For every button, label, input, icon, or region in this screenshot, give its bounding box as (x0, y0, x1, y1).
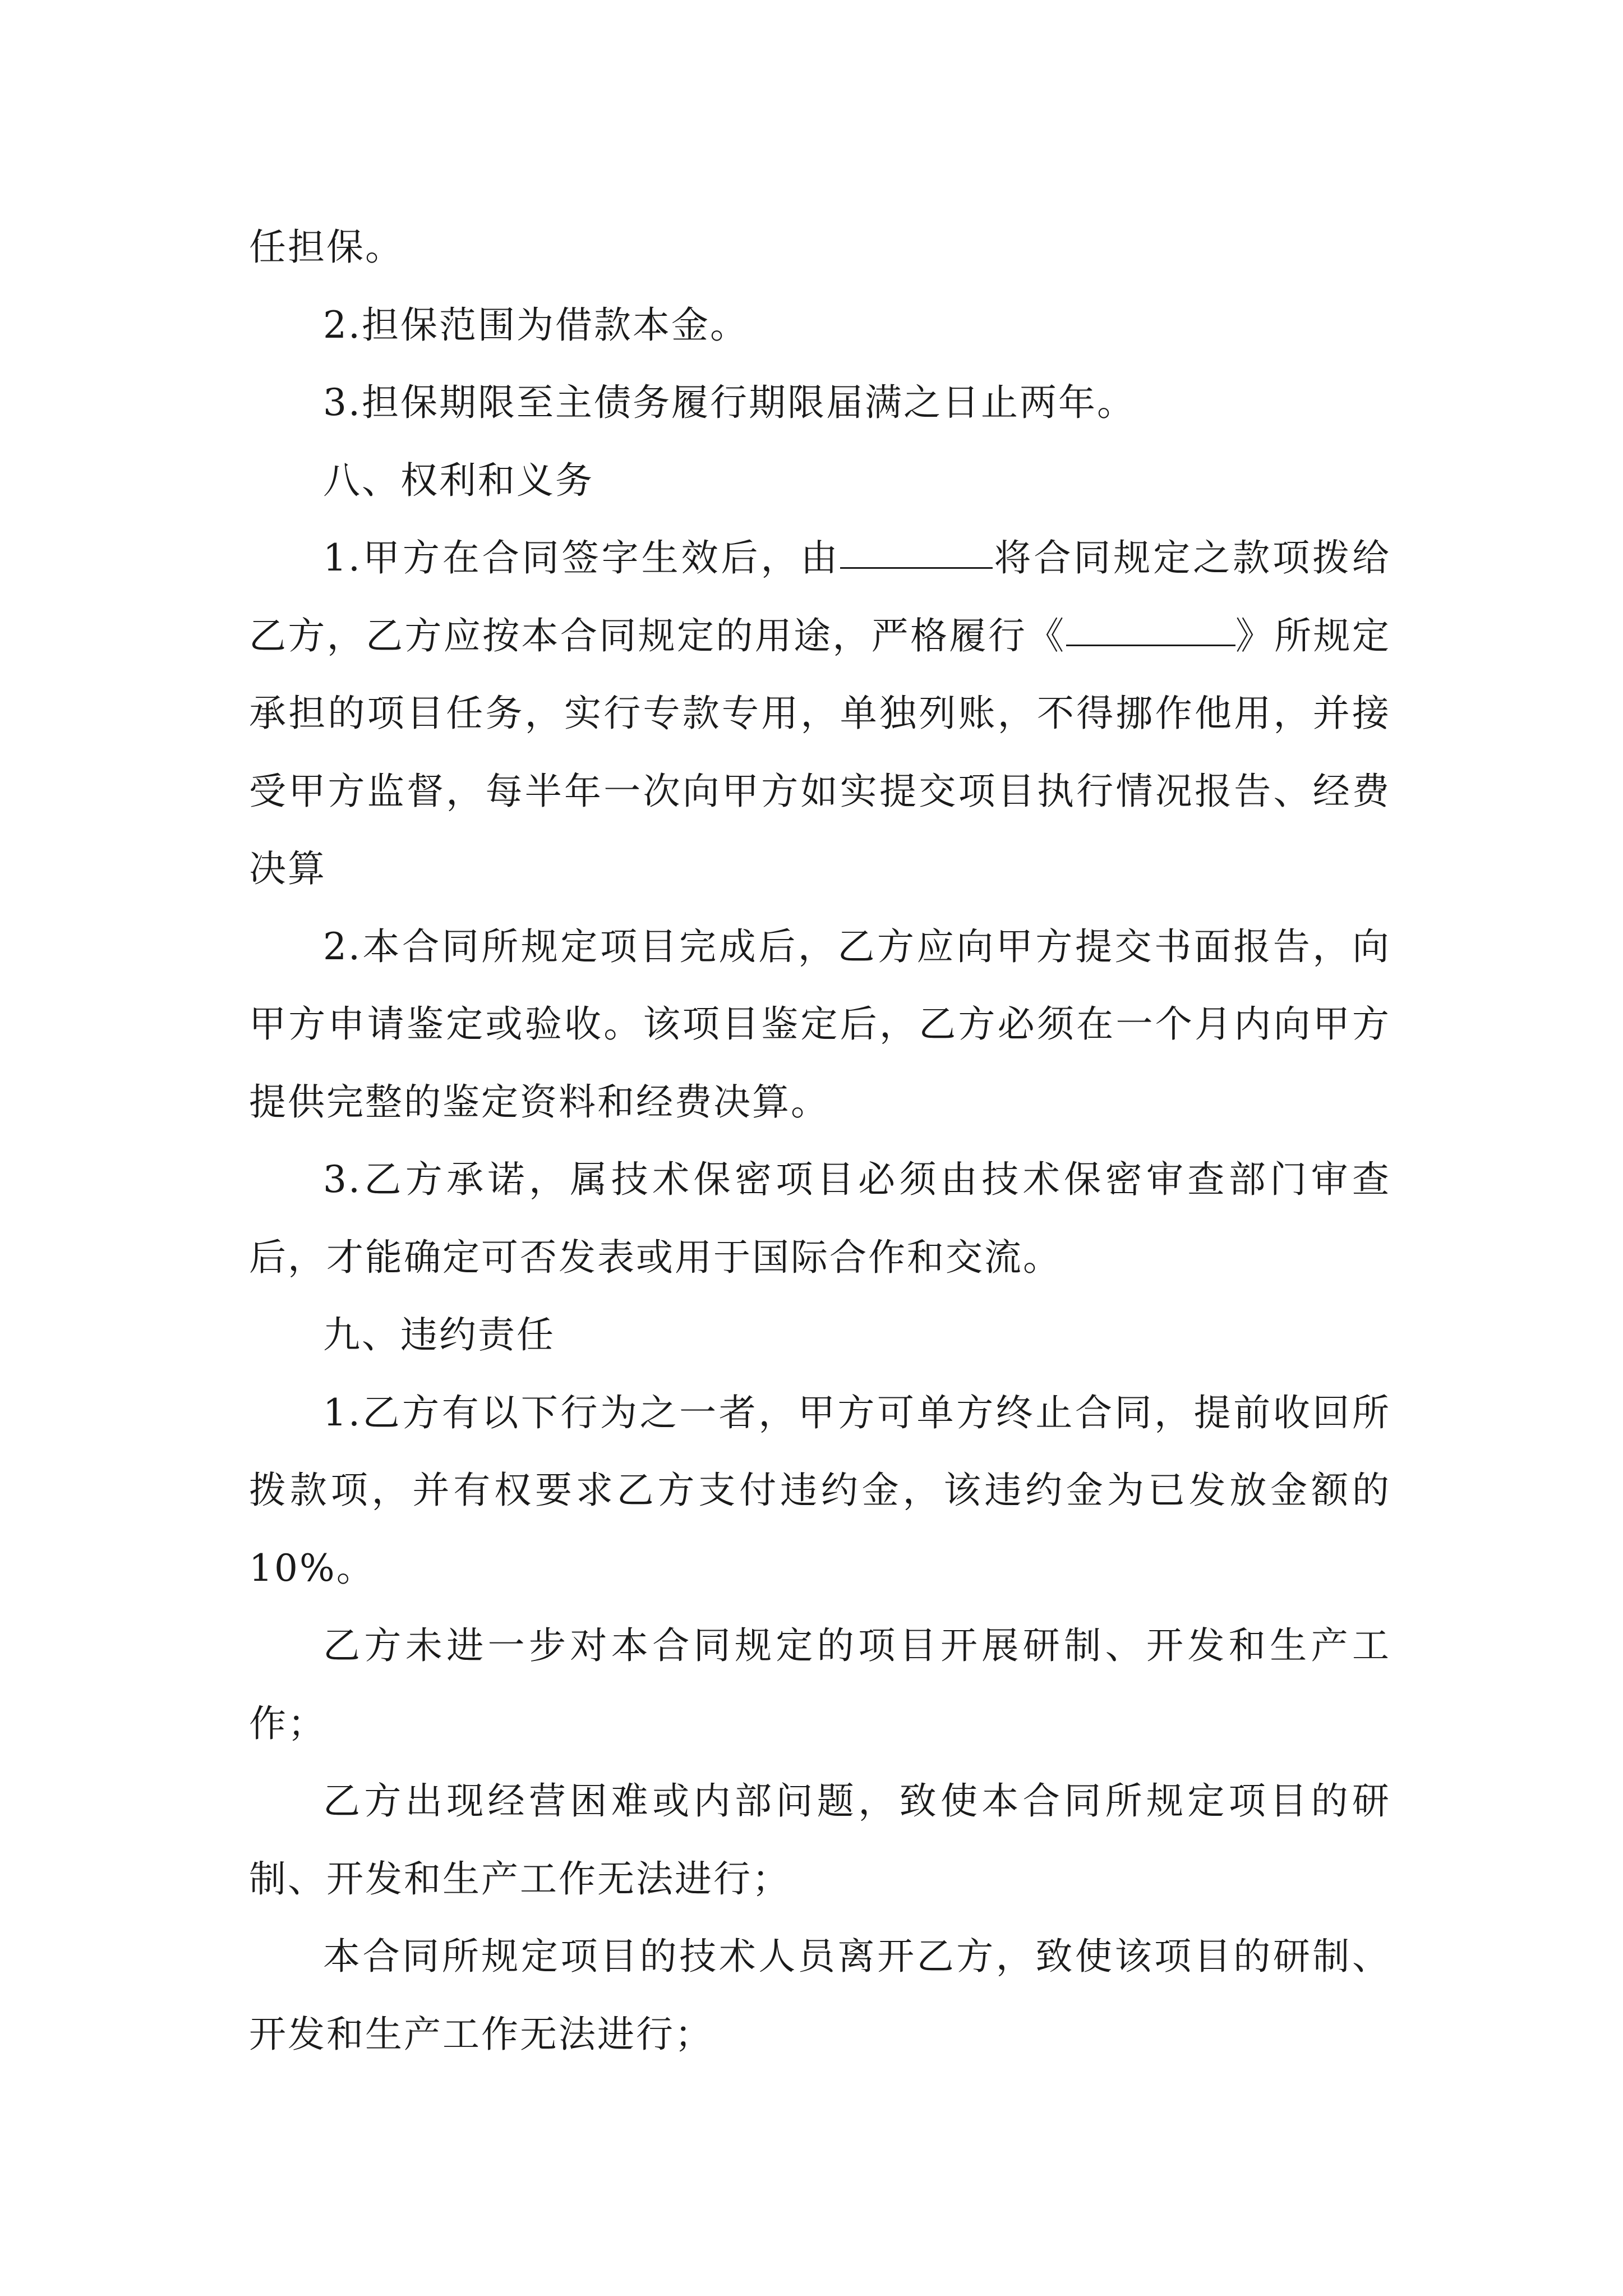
section-heading-rights-obligations: 八、权利和义务 (323, 458, 594, 502)
paragraph-guarantee-scope: 2.担保范围为借款本金。 (323, 303, 749, 347)
fill-in-blank-document-title (1066, 608, 1235, 646)
paragraph-funding-allocation (249, 519, 1391, 908)
paragraph-breach-item-3: 本合同所规定项目的技术人员离开乙方，致使该项目的研制、开发和生产工作无法进行； (249, 1935, 1391, 2056)
paragraph-breach-item-1: 乙方未进一步对本合同规定的项目开展研制、开发和生产工作； (249, 1624, 1391, 1745)
paragraph-guarantee-continuation: 任担保。 (249, 226, 404, 269)
paragraph-termination: 1.乙方有以下行为之一者，甲方可单方终止合同，提前收回所拨款项，并有权要求乙方支付违约金，该违约金为已发放金额的10%。 (249, 1391, 1391, 1590)
paragraph-funding-text-1: 1.甲方在合同签字生效后，由 (323, 536, 841, 579)
document-body (249, 209, 1391, 2073)
fill-in-blank-payer (840, 530, 993, 569)
section-heading-liability: 九、违约责任 (323, 1313, 555, 1356)
paragraph-guarantee-period: 3.担保期限至主债务履行期限届满之日止两年。 (323, 381, 1136, 424)
paragraph-funding-text-2: 将合同规定之款项拨给乙方，乙方应按本合同规定的用途，严格履行《 (249, 536, 1391, 657)
paragraph-funding-text-3: 》所规定承担的项目任务，实行专款专用，单独列账，不得挪作他用，并接受甲方监督，每半年一次向甲方如实提交项目执行情况报告、经费决算 (249, 614, 1391, 890)
paragraph-breach-item-2: 乙方出现经营困难或内部问题，致使本合同所规定项目的研制、开发和生产工作无法进行； (249, 1779, 1391, 1901)
paragraph-project-completion: 2.本合同所规定项目完成后，乙方应向甲方提交书面报告，向甲方申请鉴定或验收。该项目鉴定后，乙方必须在一个月内向甲方提供完整的鉴定资料和经费决算。 (249, 924, 1391, 1124)
paragraph-confidentiality: 3.乙方承诺，属技术保密项目必须由技术保密审查部门审查后，才能确定可否发表或用于国际合作和交流。 (249, 1158, 1391, 1279)
